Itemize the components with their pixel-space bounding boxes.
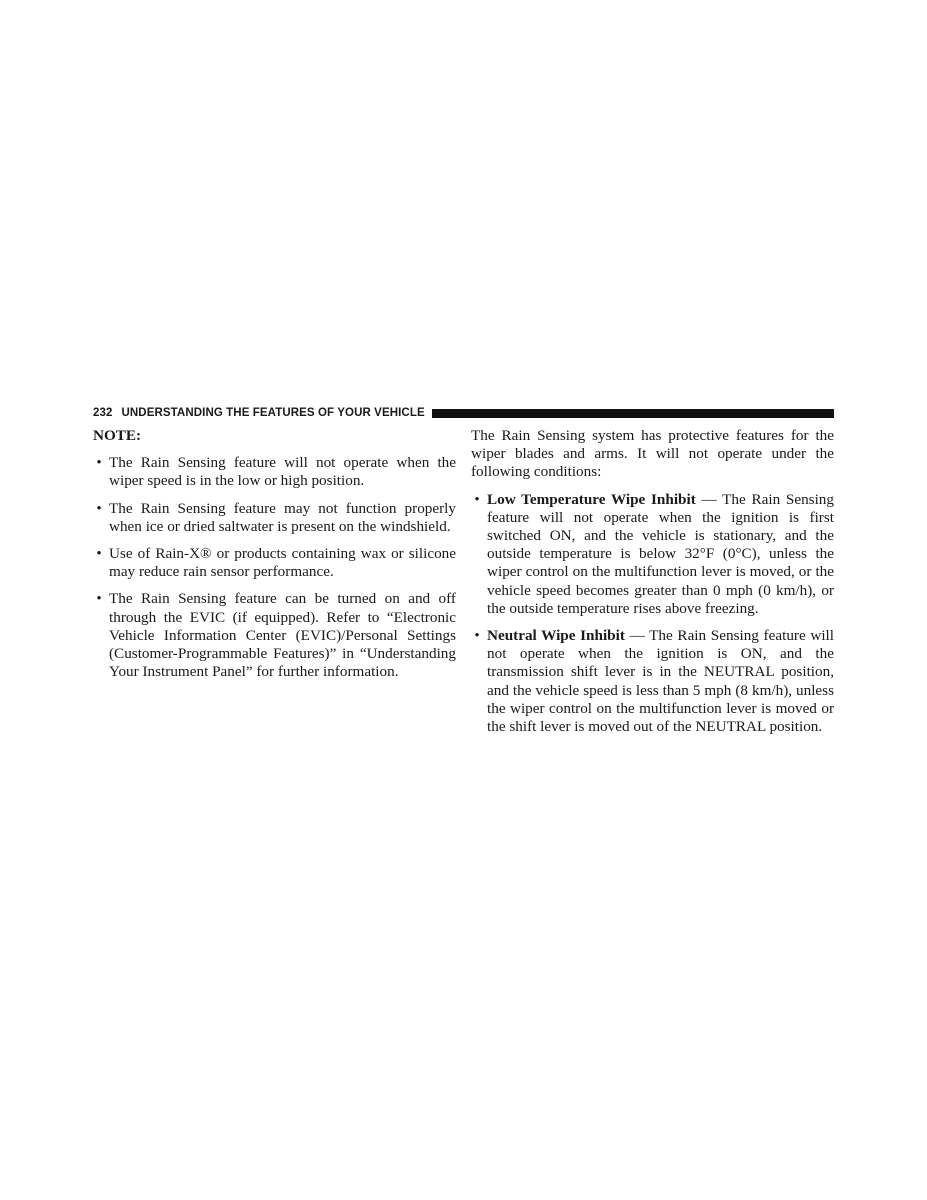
note-heading: NOTE:: [93, 427, 142, 444]
bullet-icon: •: [96, 499, 102, 517]
note-item: [93, 590, 456, 681]
condition-text: — The Rain Sensing feature will not operate when the ignition is ON, and the transmission shift lever is in the NEUTRAL position, and the vehicle speed is less than 5 mph (8 km/h), unless the wiper control on the multifunction lever is moved or the shift lever is moved out of the NEUTRAL position.: [487, 627, 834, 736]
page-header: [93, 405, 834, 421]
note-item: [93, 545, 456, 581]
bullet-icon: •: [474, 627, 480, 645]
bullet-icon: •: [96, 590, 102, 608]
condition-term: Low Temperature Wipe Inhibit: [487, 490, 696, 508]
note-list: [93, 454, 456, 681]
section-title: UNDERSTANDING THE FEATURES OF YOUR VEHICLE: [121, 407, 425, 419]
note-text: The Rain Sensing feature will not operate when the wiper speed is in the low or high position.: [109, 454, 456, 490]
condition-term: Neutral Wipe Inhibit: [487, 627, 625, 645]
page-number: 232: [93, 407, 113, 419]
note-item: [93, 500, 456, 536]
left-column: [93, 427, 456, 690]
condition-item: [471, 491, 834, 618]
condition-list: [471, 491, 834, 737]
note-text: Use of Rain-X® or products containing wax or silicone may reduce rain sensor performance.: [109, 545, 456, 581]
bullet-icon: •: [96, 454, 102, 472]
right-column: [471, 427, 834, 745]
bullet-icon: •: [96, 545, 102, 563]
note-text: The Rain Sensing feature can be turned on and off through the EVIC (if equipped). Refer to “Electronic Vehicle Information Center (EVIC)/Personal Settings (Customer-Programmable Features)” in “Understanding Your Instrument Panel” for further information.: [109, 590, 456, 681]
bullet-icon: •: [474, 490, 480, 508]
condition-item: [471, 627, 834, 736]
intro-paragraph: The Rain Sensing system has protective features for the wiper blades and arms. It will not operate under the following conditions:: [471, 427, 834, 481]
condition-text: — The Rain Sensing feature will not operate when the ignition is first switched ON, and the vehicle is stationary, and the outside temperature is below 32°F (0°C), unless the wiper control on the multifunction lever is moved, or the vehicle speed becomes greater than 0 mph (0 km/h), or the outside temperature rises above freezing.: [487, 490, 834, 617]
note-text: The Rain Sensing feature may not function properly when ice or dried saltwater is present on the windshield.: [109, 499, 456, 535]
note-item: [93, 454, 456, 490]
header-rule: [432, 409, 834, 418]
